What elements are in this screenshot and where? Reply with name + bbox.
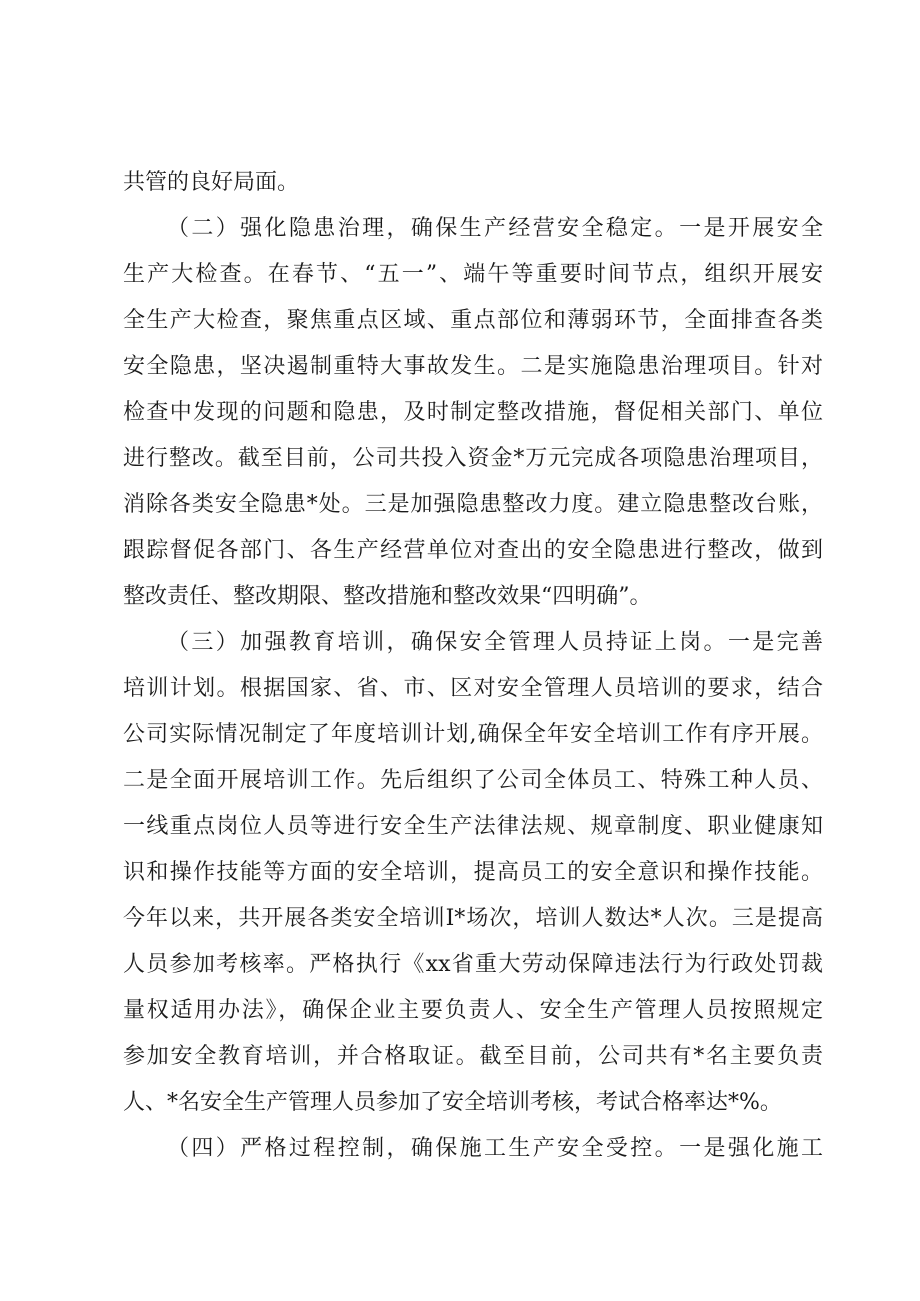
paragraph-line: 今年以来，共开展各类安全培训I*场次，培训人数达*人次。三是提高: [123, 906, 823, 931]
paragraph-line: 共管的良好局面。: [123, 170, 300, 195]
paragraph-line: 一线重点岗位人员等进行安全生产法律法规、规章制度、职业健康知: [123, 814, 823, 839]
paragraph-line: 全生产大检查，聚焦重点区域、重点部位和薄弱环节，全面排查各类: [123, 308, 823, 333]
paragraph-line: 二是全面开展培训工作。先后组织了公司全体员工、特殊工种人员、: [123, 768, 823, 793]
paragraph-line: 跟踪督促各部门、各生产经营单位对查出的安全隐患进行整改，做到: [123, 538, 823, 563]
paragraph-line: 消除各类安全隐患*处。三是加强隐患整改力度。建立隐患整改台账，: [123, 492, 823, 517]
paragraph-line: 公司实际情况制定了年度培训计划,确保全年安全培训工作有序开展。: [123, 722, 823, 747]
paragraph-line: 人员参加考核率。严格执行《xx省重大劳动保障违法行为行政处罚裁: [123, 952, 823, 977]
paragraph-line: 量权适用办法》，确保企业主要负责人、安全生产管理人员按照规定: [123, 998, 823, 1023]
section-heading-line: （二）强化隐患治理，确保生产经营安全稳定。一是开展安全: [167, 216, 823, 241]
paragraph-line: 培训计划。根据国家、省、市、区对安全管理人员培训的要求，结合: [123, 676, 823, 701]
paragraph-line: 检查中发现的问题和隐患，及时制定整改措施，督促相关部门、单位: [123, 400, 823, 425]
paragraph-line: 参加安全教育培训，并合格取证。截至目前，公司共有*名主要负责: [123, 1044, 823, 1069]
paragraph-line: 识和操作技能等方面的安全培训，提高员工的安全意识和操作技能。: [123, 860, 823, 885]
section-heading-line: （四）严格过程控制，确保施工生产安全受控。一是强化施工: [167, 1136, 823, 1161]
paragraph-line: 进行整改。截至目前，公司共投入资金*万元完成各项隐患治理项目，: [123, 446, 823, 471]
section-heading-line: （三）加强教育培训，确保安全管理人员持证上岗。一是完善: [167, 630, 823, 655]
paragraph-line: 生产大检查。在春节、“五一”、端午等重要时间节点，组织开展安: [123, 262, 823, 287]
paragraph-line: 人、*名安全生产管理人员参加了安全培训考核，考试合格率达*%。: [123, 1090, 782, 1115]
paragraph-line: 整改责任、整改期限、整改措施和整改效果“四明确”。: [123, 584, 652, 609]
paragraph-line: 安全隐患，坚决遏制重特大事故发生。二是实施隐患治理项目。针对: [123, 354, 823, 379]
